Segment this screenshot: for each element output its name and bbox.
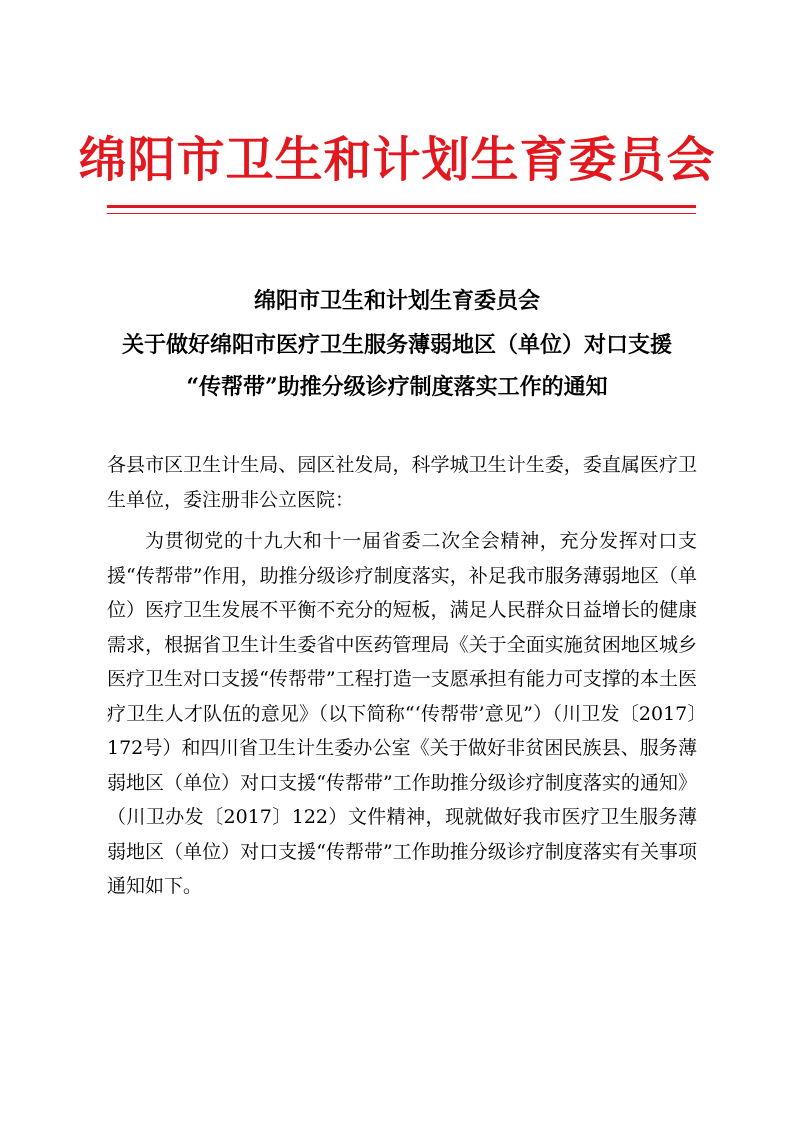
addressee-line: 各县市区卫生计生局、园区社发局，科学城卫生计生委，委直属医疗卫生单位，委注册非公立医院： — [107, 454, 697, 511]
letterhead-title: 绵阳市卫生和计划生育委员会 — [78, 132, 716, 188]
notice-title-line-1: 绵阳市卫生和计划生育委员会 — [253, 288, 540, 314]
notice-title-line-2: 关于做好绵阳市医疗卫生服务薄弱地区（单位）对口支援 — [121, 332, 672, 358]
letterhead-rule-thick — [107, 205, 696, 208]
letterhead-rule-thin — [107, 213, 696, 214]
body-paragraph: 为贯彻党的十九大和十一届省委二次全会精神，充分发挥对口支援“传帮带”作用，助推分级诊疗制度落实，补足我市服务薄弱地区（单位）医疗卫生发展不平衡不充分的短板，满足人民群众日益增长的健康需求，根据省卫生计生委省中医药管理局《关于全面实施贫困地区城乡医疗卫生对口支援“传帮带”工程打造一支愿承担有能力可支撑的本土医疗卫生人才队伍的意见》（以下简称“‘传帮带’意见”）（川卫发〔2017〕172号）和四川省卫生计生委办公室《关于做好非贫困民族县、服务薄弱地区（单位）对口支援“传帮带”工作助推分级诊疗制度落实的通知》（川卫办发〔2017〕122）文件精神，现就做好我市医疗卫生服务薄弱地区（单位）对口支援“传帮带”工作助推分级诊疗制度落实有关事项通知如下。 — [107, 530, 697, 897]
notice-title-line-3: “传帮带”助推分级诊疗制度落实工作的通知 — [186, 374, 608, 400]
